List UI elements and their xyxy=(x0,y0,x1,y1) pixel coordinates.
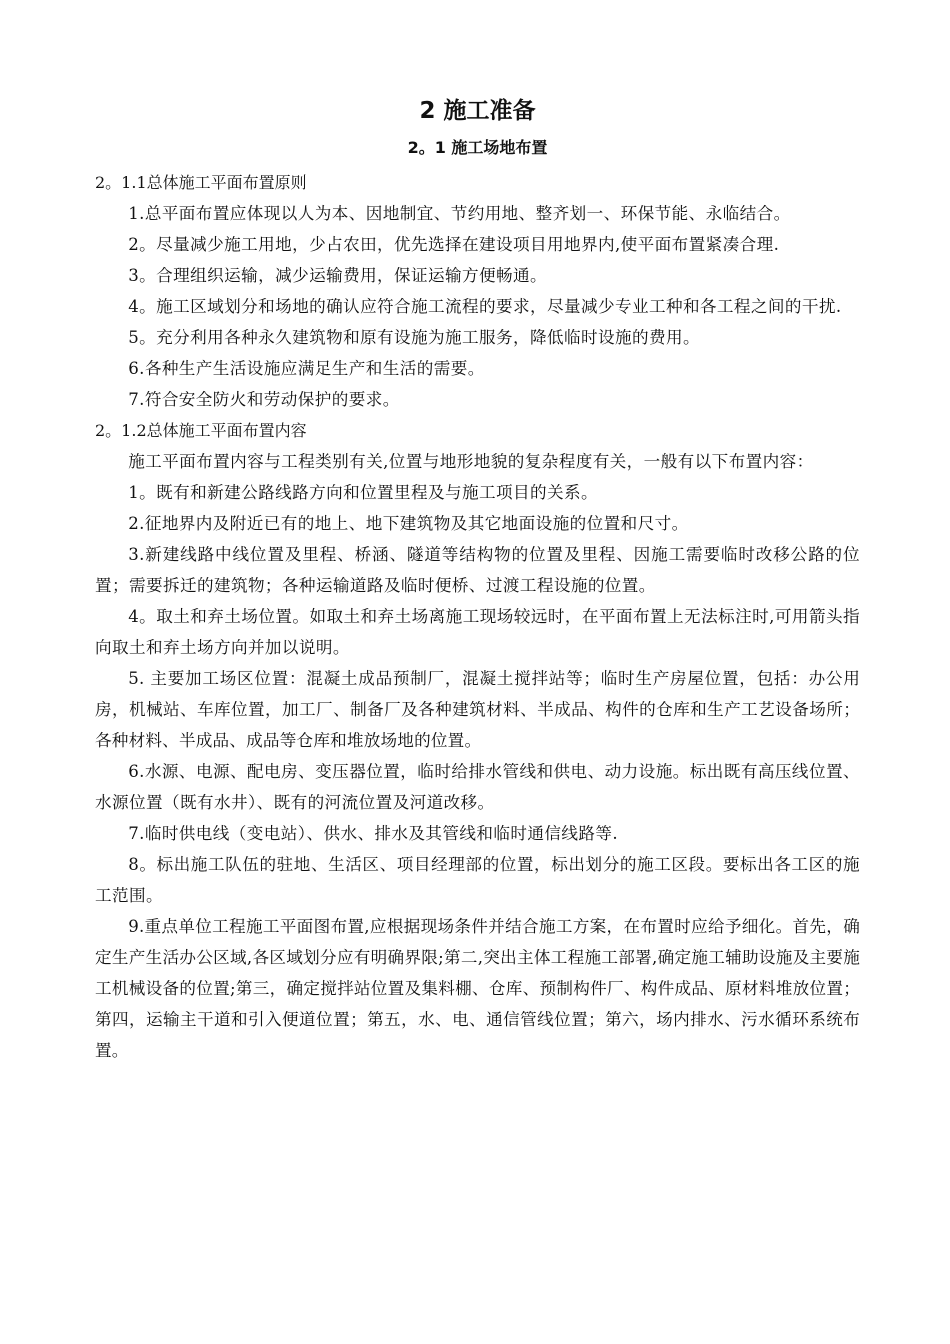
section-principles xyxy=(95,167,860,415)
document-title: 2 施工准备 xyxy=(419,98,536,124)
paragraph: 4。取土和弃土场位置。如取土和弃土场离施工现场较远时，在平面布置上无法标注时,可用箭头指向取土和弃土场方向并加以说明。 xyxy=(95,607,860,657)
paragraph: 1。既有和新建公路线路方向和位置里程及与施工项目的关系。 xyxy=(128,483,598,502)
document-page xyxy=(95,95,860,1066)
subsection-heading: 2。1.2总体施工平面布置内容 xyxy=(95,421,307,440)
paragraph: 7.符合安全防火和劳动保护的要求。 xyxy=(128,390,400,409)
paragraph: 8。标出施工队伍的驻地、生活区、项目经理部的位置，标出划分的施工区段。要标出各工区的施工范围。 xyxy=(95,855,860,905)
section-title: 2。1 施工场地布置 xyxy=(407,138,548,157)
paragraph: 施工平面布置内容与工程类别有关,位置与地形地貌的复杂程度有关，一般有以下布置内容： xyxy=(128,452,814,471)
paragraph: 4。施工区域划分和场地的确认应符合施工流程的要求，尽量减少专业工种和各工程之间的干扰. xyxy=(128,297,842,316)
paragraph: 7.临时供电线（变电站）、供水、排水及其管线和临时通信线路等. xyxy=(128,824,619,843)
paragraph: 1.总平面布置应体现以人为本、因地制宜、节约用地、整齐划一、环保节能、永临结合。 xyxy=(128,204,791,223)
paragraph: 6.各种生产生活设施应满足生产和生活的需要。 xyxy=(128,359,485,378)
subsection-heading: 2。1.1总体施工平面布置原则 xyxy=(95,173,307,192)
paragraph: 3.新建线路中线位置及里程、桥涵、隧道等结构物的位置及里程、因施工需要临时改移公路的位置；需要拆迁的建筑物；各种运输道路及临时便桥、过渡工程设施的位置。 xyxy=(95,545,860,595)
paragraph: 2.征地界内及附近已有的地上、地下建筑物及其它地面设施的位置和尺寸。 xyxy=(128,514,689,533)
paragraph: 9.重点单位工程施工平面图布置,应根据现场条件并结合施工方案，在布置时应给予细化。首先，确定生产生活办公区域,各区域划分应有明确界限;第二,突出主体工程施工部署,确定施工辅助设施及主要施工机械设备的位置;第三，确定搅拌站位置及集料棚、仓库、预制构件厂、构件成品、原材料堆放位置；第四，运输主干道和引入便道位置；第五，水、电、通信管线位置；第六，场内排水、污水循环系统布置。 xyxy=(95,917,860,1060)
paragraph: 6.水源、电源、配电房、变压器位置，临时给排水管线和供电、动力设施。标出既有高压线位置、水源位置（既有水井）、既有的河流位置及河道改移。 xyxy=(95,762,860,812)
section-contents xyxy=(95,415,860,1066)
paragraph: 5。充分利用各种永久建筑物和原有设施为施工服务，降低临时设施的费用。 xyxy=(128,328,700,347)
paragraph: 2。尽量减少施工用地，少占农田，优先选择在建设项目用地界内,使平面布置紧凑合理. xyxy=(128,235,780,254)
paragraph: 5. 主要加工场区位置：混凝土成品预制厂，混凝土搅拌站等；临时生产房屋位置，包括：办公用房，机械站、车库位置，加工厂、制备厂及各种建筑材料、半成品、构件的仓库和生产工艺设备场所；各种材料、半成品、成品等仓库和堆放场地的位置。 xyxy=(95,669,860,750)
paragraph: 3。合理组织运输，减少运输费用，保证运输方便畅通。 xyxy=(128,266,547,285)
